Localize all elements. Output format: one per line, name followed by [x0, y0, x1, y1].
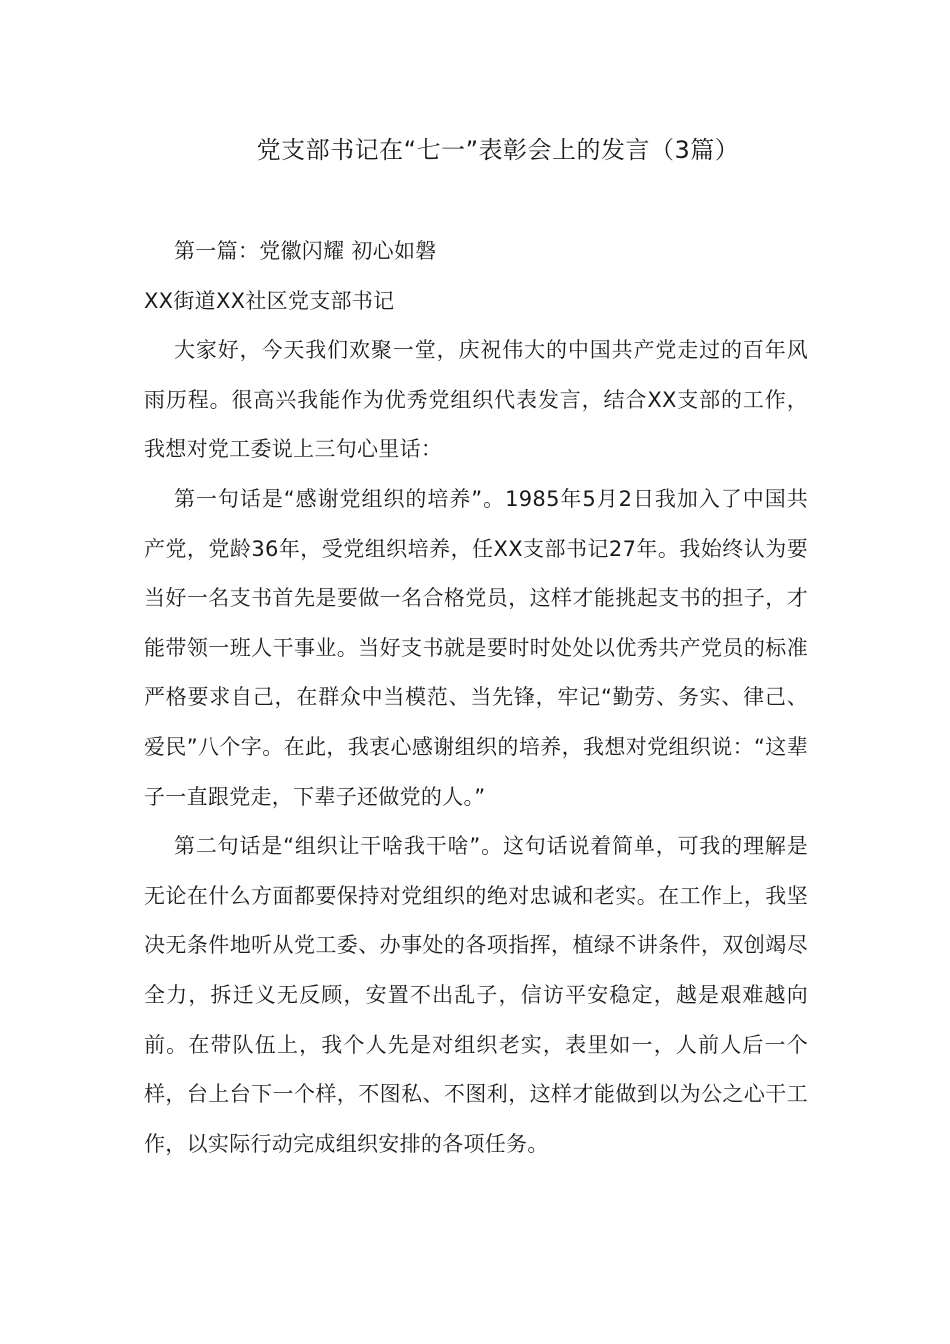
author-line: XX街道XX社区党支部书记: [144, 288, 395, 313]
section-heading: 第一篇：党徽闪耀 初心如磐: [174, 239, 437, 263]
paragraph-first-point: 第一句话是“感谢党组织的培养”。1985年5月2日我加入了中国共产党，党龄36年，受党组织培养，任XX支部书记27年。我始终认为要当好一名支书首先是要做一名合格党员，这样才能挑起支书的担子，才能带领一班人干事业。当好支书就是要时时处处以优秀共产党员的标准严格要求自己，在群众中当模范、当先锋，牢记“勤劳、务实、律己、爱民”八个字。在此，我衷心感谢组织的培养，我想对党组织说：“这辈子一直跟党走，下辈子还做党的人。”: [144, 486, 808, 809]
paragraph-greeting: 大家好，今天我们欢聚一堂，庆祝伟大的中国共产党走过的百年风雨历程。很高兴我能作为优秀党组织代表发言，结合XX支部的工作，我想对党工委说上三句心里话：: [144, 338, 808, 462]
document-body: [144, 227, 808, 1169]
document-title: 党支部书记在“七一”表彰会上的发言（3篇）: [256, 136, 740, 164]
paragraph-second-point: 第二句话是“组织让干啥我干啥”。这句话说着简单，可我的理解是无论在什么方面都要保持对党组织的绝对忠诚和老实。在工作上，我坚决无条件地听从党工委、办事处的各项指挥，植绿不讲条件，双创竭尽全力，拆迁义无反顾，安置不出乱子，信访平安稳定，越是艰难越向前。在带队伍上，我个人先是对组织老实，表里如一，人前人后一个样，台上台下一个样，不图私、不图利，这样才能做到以为公之心干工作，以实际行动完成组织安排的各项任务。: [144, 834, 808, 1156]
